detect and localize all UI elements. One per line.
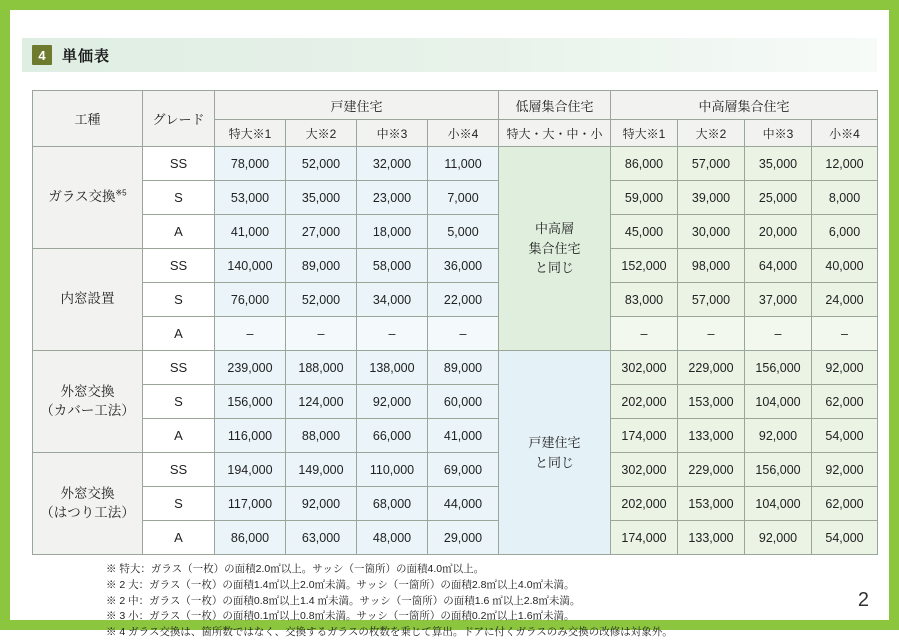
value-cell: 12,000 (812, 147, 878, 181)
header-size-detached-0 (215, 120, 286, 147)
grade-cell: SS (143, 249, 215, 283)
value-cell: 78,000 (215, 147, 286, 181)
value-cell: 92,000 (812, 453, 878, 487)
header-size-mid-high-1-label: 大※2 (695, 126, 727, 141)
value-cell: – (812, 317, 878, 351)
value-cell: 40,000 (812, 249, 878, 283)
value-cell: 36,000 (428, 249, 499, 283)
row-header-outer-window-cover-line1: 外窓交換 (60, 384, 115, 400)
value-cell: 76,000 (215, 283, 286, 317)
value-cell: 83,000 (611, 283, 678, 317)
section-number: 4 (32, 45, 52, 65)
value-cell: 124,000 (286, 385, 357, 419)
value-cell: 54,000 (812, 521, 878, 555)
value-cell: 57,000 (678, 283, 745, 317)
value-cell: 35,000 (286, 181, 357, 215)
grade-cell: SS (143, 147, 215, 181)
header-size-mid-high-3-label: 小※4 (829, 126, 860, 141)
page-number: 2 (857, 589, 869, 611)
value-cell: 45,000 (611, 215, 678, 249)
table-row (33, 487, 878, 521)
value-cell: 194,000 (215, 453, 286, 487)
value-cell: 32,000 (357, 147, 428, 181)
price-table (32, 90, 878, 555)
value-cell: 53,000 (215, 181, 286, 215)
header-size-detached-1 (286, 120, 357, 147)
header-group-mid-high: 中高層集合住宅 (611, 91, 878, 120)
header-kousyu: 工種 (33, 91, 143, 147)
header-grade: グレード (143, 91, 215, 147)
value-cell: 133,000 (678, 521, 745, 555)
merged-note-low-rise-outer (499, 351, 611, 555)
table-row (33, 283, 878, 317)
grade-cell: S (143, 385, 215, 419)
value-cell: 44,000 (428, 487, 499, 521)
row-header-glass-exchange-label: ガラス交換 (48, 189, 116, 205)
value-cell: 20,000 (745, 215, 812, 249)
header-size-mid-high-1 (678, 120, 745, 147)
value-cell: 202,000 (611, 487, 678, 521)
value-cell: 66,000 (357, 419, 428, 453)
value-cell: – (428, 317, 499, 351)
row-header-outer-window-hatsuri-line2: （はつり工法） (40, 504, 135, 520)
value-cell: – (357, 317, 428, 351)
table-row (33, 453, 878, 487)
value-cell: 62,000 (812, 385, 878, 419)
row-header-inner-window: 内窓設置 (33, 249, 143, 351)
header-size-mid-high-3 (812, 120, 878, 147)
value-cell: 25,000 (745, 181, 812, 215)
value-cell: 63,000 (286, 521, 357, 555)
grade-cell: S (143, 487, 215, 521)
table-row (33, 351, 878, 385)
value-cell: 149,000 (286, 453, 357, 487)
value-cell: 30,000 (678, 215, 745, 249)
value-cell: 69,000 (428, 453, 499, 487)
value-cell: 27,000 (286, 215, 357, 249)
table-row (33, 521, 878, 555)
value-cell: 68,000 (357, 487, 428, 521)
value-cell: 152,000 (611, 249, 678, 283)
section-header (22, 38, 877, 72)
table-row (33, 147, 878, 181)
value-cell: 302,000 (611, 453, 678, 487)
page-title: 単価表 (62, 47, 111, 65)
value-cell: 104,000 (745, 487, 812, 521)
grade-cell: A (143, 419, 215, 453)
header-group-detached: 戸建住宅 (215, 91, 499, 120)
value-cell: 64,000 (745, 249, 812, 283)
grade-cell: S (143, 283, 215, 317)
table-row (33, 317, 878, 351)
value-cell: 174,000 (611, 521, 678, 555)
value-cell: 133,000 (678, 419, 745, 453)
merged-note-low-rise-glass-line2: 集合住宅 (528, 240, 581, 256)
value-cell: 156,000 (215, 385, 286, 419)
row-header-outer-window-cover (33, 351, 143, 453)
merged-note-low-rise-outer-line2: と同じ (535, 454, 575, 470)
row-header-glass-exchange (33, 147, 143, 249)
table-header-row-1 (33, 91, 878, 120)
value-cell: 6,000 (812, 215, 878, 249)
value-cell: 92,000 (812, 351, 878, 385)
value-cell: 52,000 (286, 147, 357, 181)
value-cell: 88,000 (286, 419, 357, 453)
value-cell: 92,000 (286, 487, 357, 521)
value-cell: 156,000 (745, 351, 812, 385)
table-row (33, 181, 878, 215)
header-size-detached-2-label: 中※3 (376, 126, 408, 141)
table-row (33, 215, 878, 249)
header-size-mid-high-0 (611, 120, 678, 147)
value-cell: 92,000 (357, 385, 428, 419)
value-cell: – (745, 317, 812, 351)
value-cell: 39,000 (678, 181, 745, 215)
value-cell: 18,000 (357, 215, 428, 249)
value-cell: 37,000 (745, 283, 812, 317)
header-group-low-rise: 低層集合住宅 (499, 91, 611, 120)
price-table-wrapper (32, 90, 877, 555)
row-header-outer-window-hatsuri-line1: 外窓交換 (60, 486, 115, 502)
footnote-3: ※ 2 中：ガラス（一枚）の面積0.8㎡以上1.4 ㎡未満。サッシ（一箇所）の面積1.6 ㎡以上2.8㎡未満。 (106, 594, 581, 607)
value-cell: 138,000 (357, 351, 428, 385)
merged-note-low-rise-glass-line3: と同じ (535, 260, 575, 276)
value-cell: 153,000 (678, 385, 745, 419)
value-cell: 23,000 (357, 181, 428, 215)
header-size-detached-1-label: 大※2 (305, 126, 337, 141)
value-cell: 174,000 (611, 419, 678, 453)
value-cell: – (678, 317, 745, 351)
merged-note-low-rise-outer-line1: 戸建住宅 (528, 435, 581, 450)
value-cell: 116,000 (215, 419, 286, 453)
value-cell: 52,000 (286, 283, 357, 317)
value-cell: 41,000 (215, 215, 286, 249)
value-cell: 54,000 (812, 419, 878, 453)
value-cell: 7,000 (428, 181, 499, 215)
value-cell: 229,000 (678, 351, 745, 385)
value-cell: – (215, 317, 286, 351)
header-size-detached-3-label: 小※4 (447, 126, 479, 141)
value-cell: 153,000 (678, 487, 745, 521)
value-cell: 89,000 (286, 249, 357, 283)
value-cell: 86,000 (215, 521, 286, 555)
value-cell: 98,000 (678, 249, 745, 283)
grade-cell: SS (143, 453, 215, 487)
grade-cell: S (143, 181, 215, 215)
table-row (33, 249, 878, 283)
value-cell: 188,000 (286, 351, 357, 385)
table-row (33, 419, 878, 453)
value-cell: 62,000 (812, 487, 878, 521)
value-cell: 58,000 (357, 249, 428, 283)
merged-note-low-rise-glass (499, 147, 611, 351)
header-size-detached-0-label: 特大※1 (228, 126, 272, 141)
value-cell: 156,000 (745, 453, 812, 487)
value-cell: 59,000 (611, 181, 678, 215)
footnote-5: ※ 4 ガラス交換は、箇所数ではなく、交換するガラスの枚数を乗じて算出。ドアに付くガラスのみ交換の改修は対象外。 (106, 626, 673, 638)
row-header-outer-window-hatsuri (33, 453, 143, 555)
value-cell: 239,000 (215, 351, 286, 385)
value-cell: 22,000 (428, 283, 499, 317)
value-cell: 92,000 (745, 419, 812, 453)
value-cell: 60,000 (428, 385, 499, 419)
value-cell: – (286, 317, 357, 351)
header-size-mid-high-2 (745, 120, 812, 147)
header-size-mid-high-2-label: 中※3 (762, 126, 794, 141)
value-cell: 104,000 (745, 385, 812, 419)
value-cell: 57,000 (678, 147, 745, 181)
value-cell: 41,000 (428, 419, 499, 453)
value-cell: 5,000 (428, 215, 499, 249)
value-cell: 140,000 (215, 249, 286, 283)
value-cell: 117,000 (215, 487, 286, 521)
page-inner (10, 10, 889, 638)
footnote-1: ※ 特大：ガラス（一枚）の面積2.0㎡以上。サッシ（一箇所）の面積4.0㎡以上。 (106, 563, 485, 575)
value-cell: 110,000 (357, 453, 428, 487)
value-cell: 35,000 (745, 147, 812, 181)
value-cell: 24,000 (812, 283, 878, 317)
value-cell: 29,000 (428, 521, 499, 555)
value-cell: 11,000 (428, 147, 499, 181)
header-size-detached-3 (428, 120, 499, 147)
grade-cell: A (143, 215, 215, 249)
value-cell: – (611, 317, 678, 351)
grade-cell: A (143, 317, 215, 351)
value-cell: 302,000 (611, 351, 678, 385)
grade-cell: A (143, 521, 215, 555)
merged-note-low-rise-glass-line1: 中高層 (535, 221, 575, 237)
header-size-detached-2 (357, 120, 428, 147)
value-cell: 92,000 (745, 521, 812, 555)
footnotes (106, 562, 806, 641)
value-cell: 8,000 (812, 181, 878, 215)
header-size-low-rise: 特大・大・中・小 (499, 120, 611, 147)
value-cell: 89,000 (428, 351, 499, 385)
value-cell: 34,000 (357, 283, 428, 317)
value-cell: 229,000 (678, 453, 745, 487)
grade-cell: SS (143, 351, 215, 385)
row-header-outer-window-cover-line2: （カバー工法） (40, 402, 135, 418)
table-row (33, 385, 878, 419)
footnote-2: ※ 2 大：ガラス（一枚）の面積1.4㎡以上2.0㎡未満。サッシ（一箇所）の面積2.8㎡以上4.0㎡未満。 (106, 578, 575, 591)
footnote-4: ※ 3 小：ガラス（一枚）の面積0.1㎡以上0.8㎡未満。サッシ（一箇所）の面積0.2㎡以上1.6㎡未満。 (106, 610, 575, 623)
value-cell: 202,000 (611, 385, 678, 419)
value-cell: 48,000 (357, 521, 428, 555)
header-size-mid-high-0-label: 特大※1 (622, 126, 666, 141)
row-header-glass-exchange-sup: ※5 (115, 188, 127, 198)
value-cell: 86,000 (611, 147, 678, 181)
